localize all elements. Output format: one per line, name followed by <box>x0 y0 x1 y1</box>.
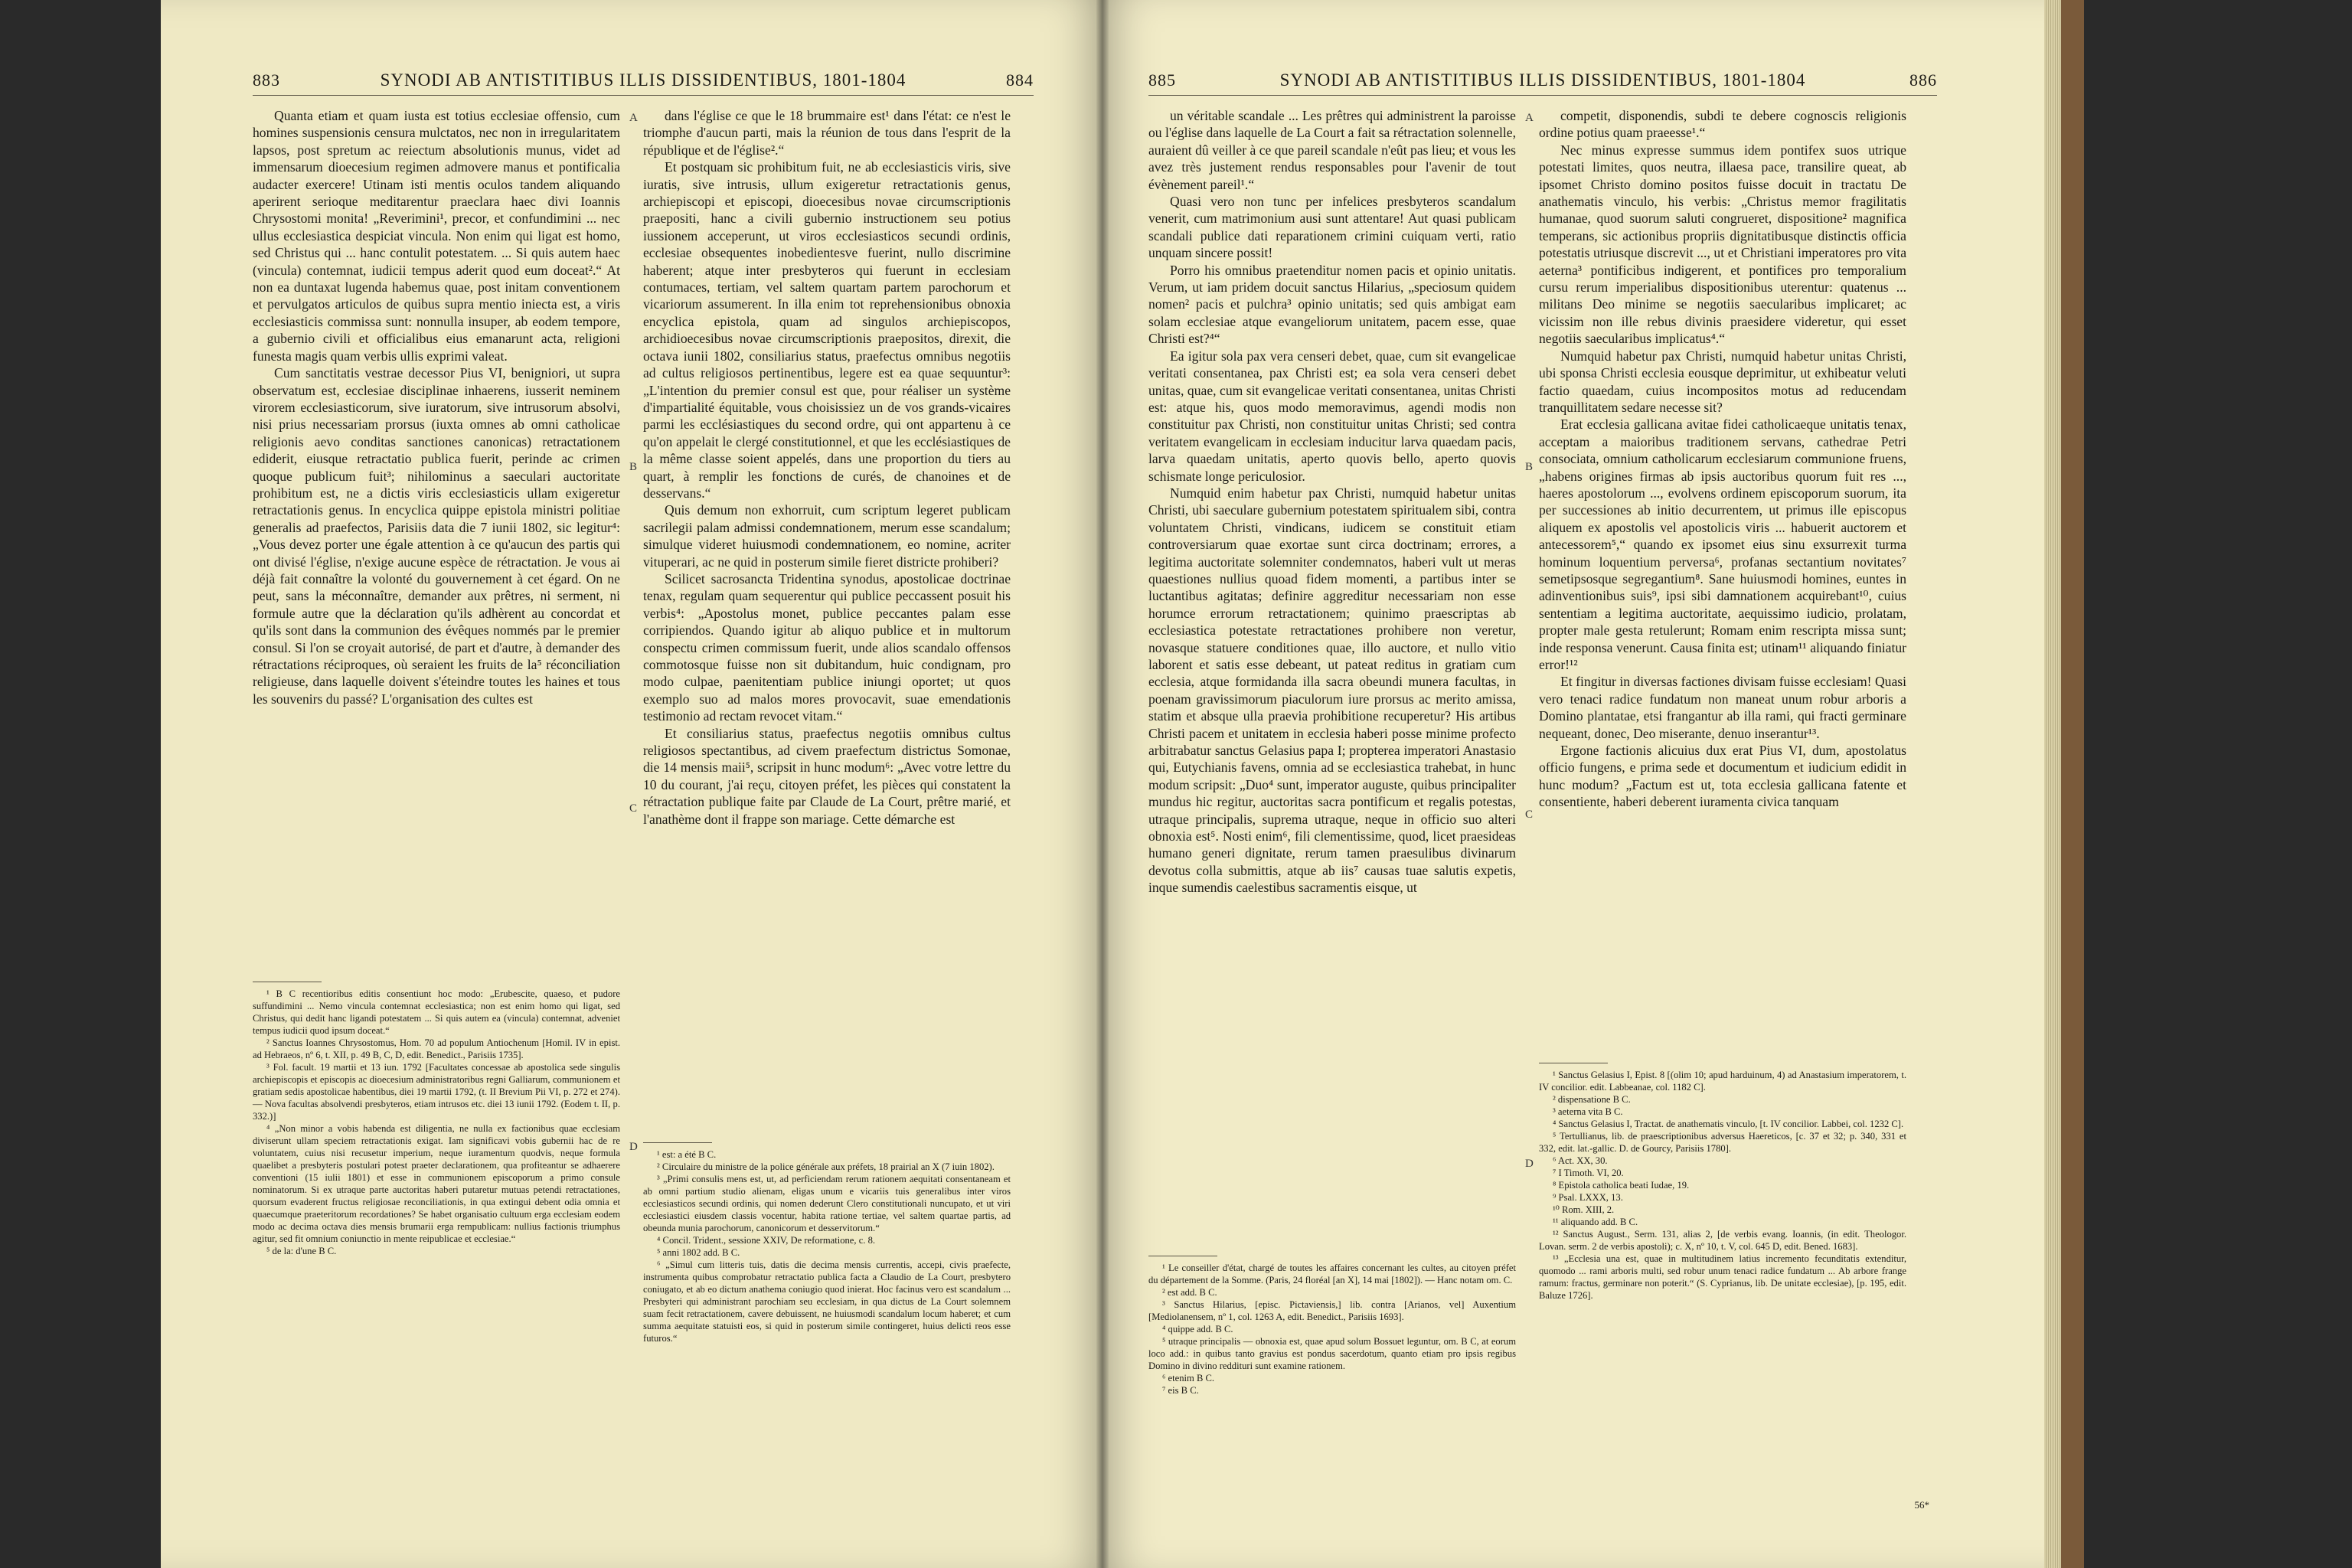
footnote: ³ Fol. facult. 19 martii et 13 iun. 1792 [Facultates concessae ab apostolica sede singulis archiepiscopis et episcopis ac dioecesium administratoribus regni Galliarum, communionem et gratiam sedis apostolicae habentibus, diei 19 martii 1792, (t. II Brevium Pii VI, p. 272 et 274). — Nova facultas absolvendi presbyteros, etiam intrusos etc. diei 13 iunii 1792. (Eodem t. II, p. 332.)] <box>253 1062 620 1122</box>
text-column-1 <box>1148 107 1516 897</box>
paragraph: Cum sanctitatis vestrae decessor Pius VI, benigniori, ut supra observatum est, ecclesiae disciplinae inhaerens, iusserit neminem virorem ecclesiasticorum, sive iuratorum, sive intrusorum absolvi, nisi prius necessariam prorsus (iuxta omnes ab omni catholicae religionis aevo conditas sanctiones canonicas) retractationem ediderit, eiusque retractatio publica fuerit, perinde ac crimen quoque publicum fuit³; nihilominus a saeculari auctoritate prohibitum est, ne a dictis viris ecclesiasticis ullam exigeretur retractationis genus. In encyclica quippe epistola ministri politiae generalis ad praefectos, Parisiis data die 7 iunii 1802, sic legitur⁴: „Vous devez porter une égale attention à ce qu'aucun des partis qui ont divisé l'église, n'exige aucune espèce de rétractation. Je vous ai déjà fait connaître la volonté du gouvernement à cet égard. On ne peut, sans la méconnaître, demander aux prêtres, ni serment, ni formule autre que la déclaration qu'ils adhèrent au concordat et qu'ils sont dans la communion des évêques nommés par le premier consul. Si l'on se croyait autorisé, de part et d'autre, à demander des rétractations réciproques, où seraient les fruits de la⁵ réconciliation religieuse, dans laquelle doivent s'éteindre toutes les haines et tous les souvenirs du passé? L'organisation des cultes est <box>253 365 620 707</box>
footnotes-column-2 <box>643 1148 1011 1344</box>
margin-letter: C <box>629 802 638 815</box>
footnote: ⁴ Concil. Trident., sessione XXIV, De reformatione, c. 8. <box>657 1235 876 1246</box>
text-column-1 <box>253 107 620 707</box>
page-header <box>1148 70 1937 93</box>
paragraph: Numquid habetur pax Christi, numquid habetur unitas Christi, ubi sponsa Christi ecclesia eousque deprimitur, ut exhibeatur veluti factio quaedam, cuius incompositos motus ad reducendam tranquillitatem sedare necesse sit? <box>1539 348 1906 415</box>
footnote: ⁷ eis B C. <box>1162 1385 1199 1396</box>
footnote: ⁶ „Simul cum litteris tuis, datis die decima mensis currentis, accepi, civis praefecte, instrumenta quibus comprobatur retractatio publica facta a Claudio de La Court, presbytero coniugato, et ab eo dictum anathema coniugio quod inierat. Hoc facinus vero est scandalum ... Presbyteri qui administrant parochiam seu ecclesiam, in qua dictus de La Court solemnem suam fecit retractationem, cavere debuissent, ne huiusmodi scandalum locum haberet; et cum summa aequitate statuisti eos, si quid in posterum simile contingeret, huius delicti reos esse futuros.“ <box>643 1259 1011 1344</box>
paragraph: un véritable scandale ... Les prêtres qui administrent la paroisse ou l'église dans laquelle de La Court a fait sa rétractation solennelle, auraient dû veiller à ce que pareil scandale n'eût pas lieu; et vous les avez très justement rendus responsables pour l'avenir de tout évènement pareil¹.“ <box>1148 108 1516 192</box>
page-number: 884 <box>1006 70 1034 90</box>
paragraph: Quis demum non exhorruit, cum scriptum legeret publicam sacrilegii palam admissi condemnationem, merum esse scandalum; simulque videret huiusmodi condemnationem, eo nomine, acriter vituperari, ac ne quid in posterum simile fieret districte prohiberi? <box>643 502 1011 570</box>
paragraph: competit, disponendis, subdi te debere cognoscis religionis ordine potius quam praeesse¹.“ <box>1539 108 1906 141</box>
footnote: ⁵ Tertullianus, lib. de praescriptionibus adversus Haereticos, [c. 37 et 32; p. 340, 331 et 332, edit. lat.-gallic. D. de Gourcy, Parisiis 1780]. <box>1539 1131 1906 1154</box>
footnotes-column-1 <box>1148 1262 1516 1396</box>
margin-letter: D <box>1525 1158 1534 1170</box>
page-number: 885 <box>1148 70 1176 90</box>
paragraph: Erat ecclesia gallicana avitae fidei catholicaeque unitatis tenax, acceptam a maioribus traditionem servans, cathedrae Petri consociata, omnium catholicarum ecclesiarum communione fruens, „habens origines firmas ab ipsis auctoribus quorum fuit res ..., haeres apostolorum ..., evolvens ordinem episcoporum suorum, ita per successiones ab initio decurrentem, ut primus ille episcopus aliquem ex apostolis vel apostolicis viris ... habuerit auctorem et antecessorem⁵,“ quando ex ipsomet eius sinu exsurrexit turma hominum loquentium perversa⁶, profanas sectantium novitates⁷ semetipsosque segregantium⁸. Sane huiusmodi homines, euntes in adinventionibus suis⁹, ipsi sibi damnationem acquirebant¹⁰, cuius sententiam a legitima auctoritate, aequissimo iudicio, prolatam, propter male gesta retulerunt; Romam enim rescripta missa sunt; inde responsa venerunt. Causa finita est; utinam¹¹ aliquando finiatur error!¹² <box>1539 416 1906 672</box>
page-number: 883 <box>253 70 280 90</box>
footnote: ⁹ Psal. LXXX, 13. <box>1553 1192 1623 1203</box>
paragraph: Quasi vero non tunc per infelices presbyteros scandalum venerit, cum matrimonium ausi sunt attentare! Aut quasi publicam scandali publice dati reparationem crimini cuiquam verti, ratio unquam sincere possit! <box>1148 194 1516 261</box>
margin-letter: B <box>1525 461 1534 473</box>
paragraph: Scilicet sacrosancta Tridentina synodus, apostolicae doctrinae tenax, regulam quam sequerentur qui publice peccassent posuit his verbis⁴: „Apostolus monet, publice peccantes palam esse corripiendos. Quando igitur ab aliquo publice et in multorum conspectu crimen commissum fuerit, unde alios scandalo offensos commotosque fuisse non sit dubitandum, huic condignam, pro modo culpae, paenitentiam publice iniungi oportet; ut quos exemplo suo ad malos mores provocavit, suae emendationis testimonio ad rectam revocet vitam.“ <box>643 570 1011 724</box>
footnote: ³ aeterna vita B C. <box>1553 1106 1623 1117</box>
margin-letter: D <box>629 1141 638 1153</box>
footnote: ⁴ Sanctus Gelasius I, Tractat. de anathematis vinculo, [t. IV concilior. Labbei, col. 1232 C]. <box>1553 1119 1904 1129</box>
left-page <box>161 0 1102 1568</box>
text-column-2 <box>643 107 1011 828</box>
footnote: ⁴ quippe add. B C. <box>1162 1324 1233 1334</box>
footnote: ⁷ I Timoth. VI, 20. <box>1553 1168 1624 1178</box>
footnote: ¹ est: a été B C. <box>657 1149 717 1160</box>
header-rule <box>1148 95 1937 96</box>
footnote: ¹³ „Ecclesia una est, quae in multitudinem latius incremento fecunditatis extenditur, quomodo ... rami arboris multi, sed robur unum tenaci radice fundatum ... Ab arbore frange ramum: fractus, germinare non poterit.“ (S. Cyprianus, lib. De unitate ecclesiae), [p. 195, edit. Baluze 1726]. <box>1539 1253 1906 1301</box>
paragraph: Ergone factionis alicuius dux erat Pius VI, dum, apostolatus officio fungens, e prima sede et documentum et iudicium edidit in hunc modum? „Factum est ut, tota ecclesia gallicana fatente et consentiente, haberi deberent iuramenta civica tanquam <box>1539 743 1906 810</box>
footnote: ³ „Primi consulis mens est, ut, ad perficiendam rerum rationem aequitati consentaneam et ab omni partium studio alienam, eligas unum e vicariis tuis generalibus inter viros ecclesiasticos secundi ordinis, qui nomen dederunt Clero constitutionali nuncupato, et ut viri ecclesiastici eiusdem classis vocentur, habita ratione tertiae, vel saltem quartae partis, ad obeunda munia parochorum, canonicorum et desservitorum.“ <box>643 1174 1011 1233</box>
footnote: ⁵ anni 1802 add. B C. <box>657 1247 740 1258</box>
footnote: ⁶ Act. XX, 30. <box>1553 1155 1608 1166</box>
footnote: ¹ Le conseiller d'état, chargé de toutes les affaires concernant les cultes, au citoyen préfet du département de la Somme. (Paris, 24 floréal [an X], 14 mai [1802]). — Hanc notam om. C. <box>1148 1263 1516 1285</box>
page-number: 886 <box>1909 70 1937 90</box>
paragraph: Porro his omnibus praetenditur nomen pacis et opinio unitatis. Verum, ut iam pridem docuit sanctus Hilarius, „speciosum quidem nomen² pacis et pulchra³ opinio unitatis; sed quis ambigat eam solam ecclesiae atque evangeliorum unitatem, pacem esse, quae Christi est?⁴“ <box>1148 262 1516 347</box>
footnote: ⁵ de la: d'une B C. <box>266 1246 337 1256</box>
paragraph: Nec minus expresse summus idem pontifex suos utrique potestati limites, quos neutra, illaesa pace, transilire queat, ab ipsomet Christo domino positos fuisse docuit in tractatu De anathematis vinculo, his verbis: „Christus memor fragilitatis humanae, quod suorum saluti congrueret, dispositione² magnifica temperans, sic actionibus propriis dignitatibusque distinctis officia potestatis utriusque discrevit ..., ut et Christiani imperatores pro vita aeterna³ pontificibus indigerent, et pontifices pro temporalium cursu rerum imperialibus dispositionibus uterentur: quatenus ... militans Deo minime se negotiis saecularibus implicaret; ac vicissim non ille rebus divinis praesidere videretur, qui esset negotiis saecularibus implicatus⁴.“ <box>1539 142 1906 347</box>
running-title: SYNODI AB ANTISTITIBUS ILLIS DISSIDENTIBUS, 1801-1804 <box>1279 70 1806 90</box>
footnotes-column-2 <box>1539 1069 1906 1302</box>
signature-mark: 56* <box>1914 1499 1929 1511</box>
book-gutter <box>1096 0 1109 1568</box>
footnote: ³ Sanctus Hilarius, [episc. Pictaviensis,] lib. contra [Arianos, vel] Auxentium [Mediolanensem, nº 1, col. 1263 A, edit. Benedict., Parisiis 1693]. <box>1148 1299 1516 1322</box>
margin-letter: A <box>1525 112 1534 124</box>
paragraph: Quanta etiam et quam iusta est totius ecclesiae offensio, cum homines suspensionis censura mulctatos, nec non in irregularitatem lapsos, post spretum ac reiectum absolutionis munus, videt ad immensarum dioecesium regimen admovere manus et pontificalia audacter exercere! Utinam isti mentis oculos tandem aliquando aperirent serioque meditarentur praeclara haec divi Ioannis Chrysostomi monita! „Reverimini¹, precor, et confundimini ... nec ullus ecclesiastica despiciat vincula. Non enim qui ligat est homo, sed Christus qui ... hanc contulit potestatem. ... Si quis autem haec (vincula) contemnat, iudicii tempus aderit quod eum doceat².“ At non ea duntaxat lugenda habemus quae, post initam conventionem et pervulgatos articulos de quibus supra mentio iniecta est, a viris ecclesiasticis commissa sunt: nonnulla insuper, ab eodem tempore, a gubernio civili et officialibus eius emanarunt acta, religioni funesta magis quam verbis ullis exprimi valeat. <box>253 108 620 364</box>
footnote: ⁴ „Non minor a vobis habenda est diligentia, ne nulla ex factionibus quae ecclesiam diviserunt ullam speciem retractationis exigat. Iam significavi vobis gubernii hac de re voluntatem, cuius nisi recusetur imperium, neque iuramentum quodvis, neque formula quaelibet a presbyteris postulari potest praeter declarationem, qua profiteantur se adhaerere conventioni (15 iulii 1801) et esse in communionem episcoporum a primo consule nominatorum. Si ex utraque parte auctoritas haberi putaretur mutuas petendi retractationes, quorsum evaderent fructus religiosae reconciliationis, in qua extingui debent odia omnia et quaecumque praeteritorum recordationes? Se habet organisatio cultuum erga ecclesiam eodem modo ac decima octava dies mensis brumarii erga rempublicam: nullius factionis triumphus agitur, sed fit omnium coniunctio in mente reipublicae et ecclesiae.“ <box>253 1123 620 1244</box>
open-book <box>161 0 2352 1568</box>
footnote: ¹¹ aliquando add. B C. <box>1553 1217 1638 1227</box>
footnote: ⁶ etenim B C. <box>1162 1373 1215 1383</box>
footnote: ⁸ Epistola catholica beati Iudae, 19. <box>1553 1180 1690 1191</box>
paragraph: Numquid enim habetur pax Christi, numquid habetur unitas Christi, ubi saeculare gubernium potestatem spiritualem sibi, contra voluntatem Christi, vindicans, iudicem se constituit etiam controversiarum quae exortae sunt circa doctrinam; errores, a legitima auctoritate solemniter condemnatos, haberi vult ut meras quaestiones nullius quoad fidem momenti, a partibus inter se luctantibus agitatas; definire aggreditur necessariam non esse horumce errorum retractationem; quinimo praescriptas ab ecclesiastica potestate retractationes prohibere non veretur, novasque statuere conditiones quae, illo auctore, et nullo vitio laborent et satis esse debeant, ut pateat reditus in gratiam cum ecclesia, atque formidanda illa sacra obeundi munera facultas, in poenam gravissimorum piaculorum iure prorsus ac merito amissa, statim et absque ulla praevia prohibitione recuperetur? His artibus Christi pacem et unitatem in ecclesia haberi posse minime profecto arbitrabatur sanctus Gelasius papa I; propterea imperatori Anastasio qui, Eutychianis favens, omnia ad se ecclesiastica trahebat, in hunc modum scripsit: „Duo⁴ sunt, imperator auguste, quibus principaliter mundus hic regitur, auctoritas sacra pontificum et regalis potestas, utraque principalis, suprema utraque, neque in officio suo alteri obnoxia est⁵. Nosti enim⁶, fili clementissime, quod, licet praesideas humano generi dignitate, rerum tamen praesulibus divinarum devotus colla submittis, atque ab iis⁷ causas tuae salutis expetis, inque sumendis caelestibus sacramentis eisque, ut <box>1148 485 1516 896</box>
footnote: ¹ B C recentioribus editis consentiunt hoc modo: „Erubescite, quaeso, et pudore suffundimini ... Nemo vincula contemnat ecclesiastica; non est enim homo qui ligat, sed Christus, qui dedit hanc ligandi potestatem ... Si quis autem ea (vincula) contemnat, adveniet tempus iudicii quod ipsum doceat.“ <box>253 988 620 1036</box>
footnote: ¹ Sanctus Gelasius I, Epist. 8 [(olim 10; apud harduinum, 4) ad Anastasium imperatorem, t. IV concilior. edit. Labbeanae, col. 1182 C]. <box>1539 1070 1906 1093</box>
paragraph: Et postquam sic prohibitum fuit, ne ab ecclesiasticis viris, sive iuratis, sive intrusis, ullum exigeretur retractationis genus, archiepiscopi et episcopi, dioecesibus novae circumscriptionis praepositi, hanc a civili gubernio instructionem seu potius iussionem acceperunt, ut viros ecclesiasticos secundi ordinis, ecclesiae obsequentes inobedientesve fuerint, nullo discrimine haberent; atque inter presbyteros qui fuerunt in ecclesiam contumaces, tertiam, vel saltem quartam partem parochorum et vicariorum assumerent. In illa enim tot reprehensionibus obnoxia encyclica epistola, quam ad singulos archiepiscopos, archidioecesibus novae circumscriptionis praepositos, direxit, die octava iunii 1802, consiliarius status, praefectus omnibus negotiis ad cultus religiosos pertinentibus, legere est ea quae sequuntur³: „L'intention du premier consul est que, pour réaliser un système d'impartialité équitable, vous choisissiez un de vos grands-vicaires parmi les ecclésiastiques du second ordre, qui ont appartenu à ce qu'on appelait le clergé constitutionnel, et que les ecclésiastiques de la même classe soient appelés, dans une proportion du tiers au quart, à remplir les fonctions de curés, de chanoines et de desservans.“ <box>643 159 1011 501</box>
paragraph: Et fingitur in diversas factiones divisam fuisse ecclesiam! Quasi vero tenaci radice fundatum non maneat unum robur arboris a Domino plantatae, etsi frangantur ab illa rami, qui fracti germinare nequeant, donec, Deo miserante, denuo inserantur¹³. <box>1539 674 1906 741</box>
footnote: ¹² Sanctus August., Serm. 131, alias 2, [de verbis evang. Ioannis, (in edit. Theologor. Lovan. serm. 2 de verbis apostoli); c. X, nº 10, t. V, col. 645 D, edit. Bened. 1683]. <box>1539 1229 1906 1252</box>
footnote-rule <box>643 1142 712 1143</box>
footnote: ⁵ utraque principalis — obnoxia est, quae apud solum Bossuet leguntur, om. B C, at eorum loco add.: in quibus tanto gravius est pondus sacerdotum, quanto etiam pro ipsis regibus Domino in divino reddituri sunt examine rationem. <box>1148 1336 1516 1371</box>
footnote: ² dispensatione B C. <box>1553 1094 1631 1105</box>
footnote: ¹⁰ Rom. XIII, 2. <box>1553 1204 1615 1215</box>
running-title: SYNODI AB ANTISTITIBUS ILLIS DISSIDENTIBUS, 1801-1804 <box>380 70 906 90</box>
text-column-2 <box>1539 107 1906 811</box>
margin-letter: A <box>629 112 638 124</box>
right-page <box>1102 0 2044 1568</box>
footnote: ² Sanctus Ioannes Chrysostomus, Hom. 70 ad populum Antiochenum [Homil. IV in epist. ad Hebraeos, nº 6, t. XII, p. 49 B, C, D, edit. Benedict., Parisiis 1735]. <box>253 1037 620 1060</box>
page-header <box>253 70 1034 93</box>
margin-letter: B <box>629 461 638 473</box>
book-cover-edge <box>2061 0 2084 1568</box>
paragraph: Et consiliarius status, praefectus negotiis omnibus cultus religiosos spectantibus, ad civem praefectum districtus Somonae, die 14 mensis maii⁵, scripsit in hunc modum⁶: „Avec votre lettre du 10 du courant, j'ai reçu, citoyen préfet, les pièces qui constatent la rétractation publique faite par Claude de La Court, prêtre marié, et l'anathème dont il frappe son mariage. Cette démarche est <box>643 725 1011 827</box>
header-rule <box>253 95 1034 96</box>
footnotes-column-1 <box>253 988 620 1257</box>
page-edges <box>2044 0 2061 1568</box>
paragraph: dans l'église ce que le 18 brummaire est¹ dans l'état: ce n'est le triomphe d'aucun parti, mais la réunion de tous dans l'esprit de la république et de l'église².“ <box>643 108 1011 158</box>
margin-letter: C <box>1525 808 1534 821</box>
footnote: ² est add. B C. <box>1162 1287 1217 1298</box>
footnote: ² Circulaire du ministre de la police générale aux préfets, 18 prairial an X (7 iuin 1802). <box>657 1161 995 1172</box>
paragraph: Ea igitur sola pax vera censeri debet, quae, cum sit evangelicae veritati consentanea, pax Christi est; ea sola vera censeri debet unitas, quae, cum sit evangelicae veritati consentanea, unitas Christi est: atque his, quos modo memoravimus, agendi modis non constituitur pax Christi, non constituitur unitas Christi; sed contra veritatem evangelicam in ecclesiam inducitur larva quaedam pacis, larva quaedam unitatis, aperto quovis bello, aperto quovis schismate longe periculosior. <box>1148 348 1516 484</box>
